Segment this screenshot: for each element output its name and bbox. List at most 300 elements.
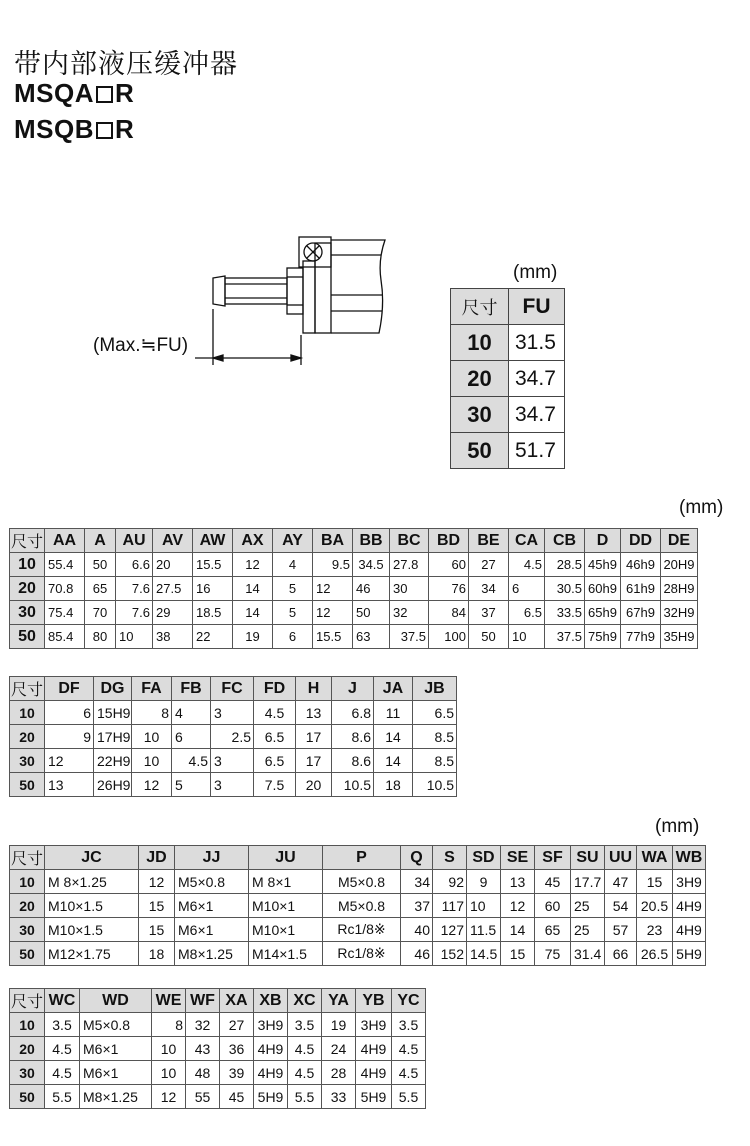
value-cell: 3 bbox=[211, 773, 254, 797]
value-cell: 7.6 bbox=[116, 601, 153, 625]
value-cell: M8×1.25 bbox=[80, 1085, 152, 1109]
value-cell: 85.4 bbox=[45, 625, 85, 649]
value-cell: 51.7 bbox=[509, 433, 565, 469]
value-cell: 3.5 bbox=[45, 1013, 80, 1037]
column-header: Q bbox=[401, 846, 433, 870]
value-cell: 9 bbox=[45, 725, 94, 749]
column-header: JU bbox=[249, 846, 323, 870]
value-cell: 127 bbox=[433, 918, 467, 942]
size-cell: 20 bbox=[451, 361, 509, 397]
size-header: 尺寸 bbox=[10, 677, 45, 701]
value-cell: 23 bbox=[637, 918, 673, 942]
value-cell: M10×1 bbox=[249, 894, 323, 918]
value-cell: 75h9 bbox=[585, 625, 621, 649]
value-cell: 17 bbox=[296, 749, 332, 773]
column-header: FB bbox=[172, 677, 211, 701]
value-cell: 6.5 bbox=[254, 749, 296, 773]
column-header: XA bbox=[220, 989, 254, 1013]
column-header: BC bbox=[390, 529, 429, 553]
size-cell: 10 bbox=[10, 701, 45, 725]
column-header: YA bbox=[322, 989, 356, 1013]
column-header: AU bbox=[116, 529, 153, 553]
column-header: SU bbox=[571, 846, 605, 870]
column-header: J bbox=[332, 677, 374, 701]
value-cell: M5×0.8 bbox=[80, 1013, 152, 1037]
table-row bbox=[10, 725, 457, 749]
value-cell: 10.5 bbox=[413, 773, 457, 797]
value-cell: 28.5 bbox=[545, 553, 585, 577]
column-header: BE bbox=[469, 529, 509, 553]
value-cell: 22 bbox=[193, 625, 233, 649]
value-cell: M5×0.8 bbox=[323, 894, 401, 918]
value-cell: 2.5 bbox=[211, 725, 254, 749]
column-header: DG bbox=[94, 677, 132, 701]
value-cell: 10 bbox=[509, 625, 545, 649]
value-cell: 35H9 bbox=[661, 625, 698, 649]
value-cell: 8 bbox=[132, 701, 172, 725]
value-cell: 15H9 bbox=[94, 701, 132, 725]
value-cell: 55.4 bbox=[45, 553, 85, 577]
column-header: BD bbox=[429, 529, 469, 553]
table-row bbox=[10, 918, 706, 942]
model-title-msqa bbox=[14, 78, 134, 109]
value-cell: 7.6 bbox=[116, 577, 153, 601]
column-header: FC bbox=[211, 677, 254, 701]
value-cell: 11.5 bbox=[467, 918, 501, 942]
value-cell: M6×1 bbox=[175, 894, 249, 918]
column-header: YC bbox=[392, 989, 426, 1013]
column-header: DE bbox=[661, 529, 698, 553]
size-header: 尺寸 bbox=[10, 846, 45, 870]
placeholder-square-icon bbox=[96, 122, 113, 139]
value-cell: 65 bbox=[85, 577, 116, 601]
value-cell: 50 bbox=[469, 625, 509, 649]
value-cell: 8 bbox=[152, 1013, 186, 1037]
size-cell: 10 bbox=[451, 325, 509, 361]
dimension-table-4 bbox=[9, 988, 426, 1109]
column-header: UU bbox=[605, 846, 637, 870]
table-row bbox=[10, 701, 457, 725]
value-cell: 20 bbox=[296, 773, 332, 797]
value-cell: M6×1 bbox=[80, 1061, 152, 1085]
value-cell: 10 bbox=[152, 1037, 186, 1061]
value-cell: M8×1.25 bbox=[175, 942, 249, 966]
table-row bbox=[10, 870, 706, 894]
value-cell: 31.5 bbox=[509, 325, 565, 361]
value-cell: 66 bbox=[605, 942, 637, 966]
value-cell: M5×0.8 bbox=[175, 870, 249, 894]
value-cell: 4H9 bbox=[673, 918, 706, 942]
value-cell: 5.5 bbox=[392, 1085, 426, 1109]
unit-label-table3: (mm) bbox=[655, 816, 700, 837]
value-cell: 31.4 bbox=[571, 942, 605, 966]
value-cell: 77h9 bbox=[621, 625, 661, 649]
value-cell: 117 bbox=[433, 894, 467, 918]
column-header: SD bbox=[467, 846, 501, 870]
column-header: JJ bbox=[175, 846, 249, 870]
column-header: AX bbox=[233, 529, 273, 553]
column-header: WD bbox=[80, 989, 152, 1013]
value-cell: 17 bbox=[296, 725, 332, 749]
page-title: 带内部液压缓冲器 bbox=[14, 49, 238, 80]
value-cell: 12 bbox=[313, 577, 353, 601]
value-cell: 4.5 bbox=[254, 701, 296, 725]
value-cell: 20.5 bbox=[637, 894, 673, 918]
value-cell: 10 bbox=[132, 749, 172, 773]
value-cell: M 8×1 bbox=[249, 870, 323, 894]
column-header: WB bbox=[673, 846, 706, 870]
value-cell: 57 bbox=[605, 918, 637, 942]
value-cell: 50 bbox=[353, 601, 390, 625]
value-cell: 67h9 bbox=[621, 601, 661, 625]
value-cell: 30 bbox=[390, 577, 429, 601]
column-header: BA bbox=[313, 529, 353, 553]
value-cell: 15 bbox=[139, 918, 175, 942]
value-cell: 9 bbox=[467, 870, 501, 894]
value-cell: 4 bbox=[172, 701, 211, 725]
value-cell: 10.5 bbox=[332, 773, 374, 797]
value-cell: 43 bbox=[186, 1037, 220, 1061]
value-cell: 27 bbox=[469, 553, 509, 577]
value-cell: 4.5 bbox=[288, 1037, 322, 1061]
value-cell: 6.6 bbox=[116, 553, 153, 577]
value-cell: 24 bbox=[322, 1037, 356, 1061]
value-cell: 39 bbox=[220, 1061, 254, 1085]
value-cell: 5.5 bbox=[288, 1085, 322, 1109]
value-cell: 36 bbox=[220, 1037, 254, 1061]
column-header: A bbox=[85, 529, 116, 553]
value-cell: 19 bbox=[233, 625, 273, 649]
value-cell: 40 bbox=[401, 918, 433, 942]
table-header-row bbox=[10, 677, 457, 701]
value-cell: Rc1/8※ bbox=[323, 918, 401, 942]
table-row bbox=[451, 361, 565, 397]
value-cell: 4 bbox=[273, 553, 313, 577]
value-cell: 80 bbox=[85, 625, 116, 649]
value-cell: 32 bbox=[390, 601, 429, 625]
value-cell: 18.5 bbox=[193, 601, 233, 625]
size-header: 尺寸 bbox=[451, 289, 509, 325]
value-cell: 8.6 bbox=[332, 725, 374, 749]
value-cell: 37.5 bbox=[390, 625, 429, 649]
model2-suffix: R bbox=[115, 114, 135, 144]
unit-label-fu: (mm) bbox=[513, 262, 558, 283]
column-header: SF bbox=[535, 846, 571, 870]
size-cell: 30 bbox=[10, 918, 45, 942]
size-cell: 10 bbox=[10, 553, 45, 577]
value-cell: 27.5 bbox=[153, 577, 193, 601]
value-cell: 20H9 bbox=[661, 553, 698, 577]
size-cell: 30 bbox=[451, 397, 509, 433]
value-cell: 50 bbox=[85, 553, 116, 577]
table-row bbox=[10, 1085, 426, 1109]
value-cell: 37 bbox=[401, 894, 433, 918]
table-row bbox=[10, 894, 706, 918]
value-cell: 70 bbox=[85, 601, 116, 625]
size-cell: 20 bbox=[10, 577, 45, 601]
value-cell: 5H9 bbox=[356, 1085, 392, 1109]
column-header: SE bbox=[501, 846, 535, 870]
model-title-msqb bbox=[14, 114, 134, 145]
value-cell: 60 bbox=[429, 553, 469, 577]
value-cell: Rc1/8※ bbox=[323, 942, 401, 966]
value-cell: M6×1 bbox=[80, 1037, 152, 1061]
column-header: XC bbox=[288, 989, 322, 1013]
unit-label-table1: (mm) bbox=[679, 497, 724, 518]
value-cell: 26.5 bbox=[637, 942, 673, 966]
table-row bbox=[10, 942, 706, 966]
value-cell: 47 bbox=[605, 870, 637, 894]
value-cell: M6×1 bbox=[175, 918, 249, 942]
value-cell: 4.5 bbox=[509, 553, 545, 577]
size-cell: 20 bbox=[10, 1037, 45, 1061]
value-cell: 65h9 bbox=[585, 601, 621, 625]
value-cell: 5H9 bbox=[254, 1085, 288, 1109]
table-header-row bbox=[10, 846, 706, 870]
value-cell: 4.5 bbox=[45, 1061, 80, 1085]
value-cell: 33.5 bbox=[545, 601, 585, 625]
table-row bbox=[10, 1037, 426, 1061]
value-cell: 8.6 bbox=[332, 749, 374, 773]
value-cell: 5 bbox=[273, 601, 313, 625]
column-header: AW bbox=[193, 529, 233, 553]
value-cell: 5H9 bbox=[673, 942, 706, 966]
value-cell: 46h9 bbox=[621, 553, 661, 577]
table-row bbox=[10, 749, 457, 773]
value-cell: 18 bbox=[139, 942, 175, 966]
value-cell: 34.7 bbox=[509, 361, 565, 397]
value-cell: 54 bbox=[605, 894, 637, 918]
value-cell: 5 bbox=[273, 577, 313, 601]
value-cell: 45 bbox=[220, 1085, 254, 1109]
value-cell: 32 bbox=[186, 1013, 220, 1037]
table-row bbox=[451, 325, 565, 361]
value-cell: 17H9 bbox=[94, 725, 132, 749]
table-row bbox=[10, 773, 457, 797]
size-cell: 50 bbox=[10, 773, 45, 797]
value-cell: 27.8 bbox=[390, 553, 429, 577]
value-cell: 14 bbox=[233, 601, 273, 625]
value-cell: 4.5 bbox=[45, 1037, 80, 1061]
value-cell: 34 bbox=[469, 577, 509, 601]
size-cell: 20 bbox=[10, 894, 45, 918]
value-cell: 29 bbox=[153, 601, 193, 625]
value-cell: 26H9 bbox=[94, 773, 132, 797]
value-cell: 15 bbox=[139, 894, 175, 918]
placeholder-square-icon bbox=[96, 86, 113, 103]
column-header: FD bbox=[254, 677, 296, 701]
value-cell: M14×1.5 bbox=[249, 942, 323, 966]
value-cell: 5 bbox=[172, 773, 211, 797]
column-header: D bbox=[585, 529, 621, 553]
value-cell: 6.5 bbox=[413, 701, 457, 725]
table-row bbox=[10, 1061, 426, 1085]
table-row bbox=[10, 601, 698, 625]
value-cell: 9.5 bbox=[313, 553, 353, 577]
column-header: JB bbox=[413, 677, 457, 701]
value-cell: 46 bbox=[401, 942, 433, 966]
value-cell: 12 bbox=[313, 601, 353, 625]
column-header: WA bbox=[637, 846, 673, 870]
value-cell: 12 bbox=[501, 894, 535, 918]
column-header: BB bbox=[353, 529, 390, 553]
column-header: FU bbox=[509, 289, 565, 325]
value-cell: 6 bbox=[172, 725, 211, 749]
value-cell: 28 bbox=[322, 1061, 356, 1085]
column-header: CA bbox=[509, 529, 545, 553]
dimension-label: (Max.≒FU) bbox=[93, 335, 189, 356]
value-cell: 25 bbox=[571, 918, 605, 942]
value-cell: 4.5 bbox=[392, 1037, 426, 1061]
column-header: S bbox=[433, 846, 467, 870]
value-cell: 22H9 bbox=[94, 749, 132, 773]
value-cell: 10 bbox=[467, 894, 501, 918]
column-header: WC bbox=[45, 989, 80, 1013]
column-header: AV bbox=[153, 529, 193, 553]
value-cell: 3 bbox=[211, 749, 254, 773]
value-cell: 75 bbox=[535, 942, 571, 966]
value-cell: 4H9 bbox=[356, 1037, 392, 1061]
value-cell: M10×1.5 bbox=[45, 918, 139, 942]
value-cell: 6.5 bbox=[254, 725, 296, 749]
value-cell: 34 bbox=[401, 870, 433, 894]
value-cell: 15.5 bbox=[313, 625, 353, 649]
value-cell: M12×1.75 bbox=[45, 942, 139, 966]
column-header: XB bbox=[254, 989, 288, 1013]
column-header: H bbox=[296, 677, 332, 701]
value-cell: 10 bbox=[152, 1061, 186, 1085]
value-cell: 5.5 bbox=[45, 1085, 80, 1109]
value-cell: 152 bbox=[433, 942, 467, 966]
value-cell: 6 bbox=[509, 577, 545, 601]
value-cell: 70.8 bbox=[45, 577, 85, 601]
size-cell: 20 bbox=[10, 725, 45, 749]
column-header: DD bbox=[621, 529, 661, 553]
table-row bbox=[451, 433, 565, 469]
value-cell: 12 bbox=[233, 553, 273, 577]
value-cell: 14 bbox=[374, 749, 413, 773]
value-cell: 27 bbox=[220, 1013, 254, 1037]
size-cell: 50 bbox=[10, 625, 45, 649]
table-row bbox=[10, 625, 698, 649]
value-cell: 6 bbox=[45, 701, 94, 725]
column-header: WF bbox=[186, 989, 220, 1013]
value-cell: 76 bbox=[429, 577, 469, 601]
value-cell: 12 bbox=[132, 773, 172, 797]
dimension-table-2 bbox=[9, 676, 457, 797]
table-row bbox=[10, 1013, 426, 1037]
value-cell: 34.5 bbox=[353, 553, 390, 577]
value-cell: M 8×1.25 bbox=[45, 870, 139, 894]
column-header: FA bbox=[132, 677, 172, 701]
size-header: 尺寸 bbox=[10, 529, 45, 553]
value-cell: 3 bbox=[211, 701, 254, 725]
value-cell: 45h9 bbox=[585, 553, 621, 577]
value-cell: 37.5 bbox=[545, 625, 585, 649]
value-cell: 33 bbox=[322, 1085, 356, 1109]
value-cell: 32H9 bbox=[661, 601, 698, 625]
value-cell: 13 bbox=[45, 773, 94, 797]
column-header: JD bbox=[139, 846, 175, 870]
table-header-row bbox=[10, 989, 426, 1013]
size-cell: 30 bbox=[10, 1061, 45, 1085]
fu-table bbox=[450, 288, 565, 469]
value-cell: M10×1.5 bbox=[45, 894, 139, 918]
value-cell: 20 bbox=[153, 553, 193, 577]
column-header: CB bbox=[545, 529, 585, 553]
size-cell: 30 bbox=[10, 749, 45, 773]
value-cell: 6.5 bbox=[509, 601, 545, 625]
value-cell: 60 bbox=[535, 894, 571, 918]
size-cell: 50 bbox=[10, 1085, 45, 1109]
column-header: P bbox=[323, 846, 401, 870]
value-cell: 3.5 bbox=[392, 1013, 426, 1037]
value-cell: 4.5 bbox=[392, 1061, 426, 1085]
size-cell: 50 bbox=[451, 433, 509, 469]
value-cell: 3.5 bbox=[288, 1013, 322, 1037]
value-cell: 13 bbox=[501, 870, 535, 894]
value-cell: 55 bbox=[186, 1085, 220, 1109]
table-row bbox=[10, 553, 698, 577]
value-cell: 46 bbox=[353, 577, 390, 601]
value-cell: 75.4 bbox=[45, 601, 85, 625]
value-cell: 30.5 bbox=[545, 577, 585, 601]
value-cell: 14 bbox=[501, 918, 535, 942]
model2-prefix: MSQB bbox=[14, 114, 94, 144]
value-cell: 19 bbox=[322, 1013, 356, 1037]
value-cell: 7.5 bbox=[254, 773, 296, 797]
value-cell: 84 bbox=[429, 601, 469, 625]
value-cell: 12 bbox=[139, 870, 175, 894]
value-cell: 17.7 bbox=[571, 870, 605, 894]
column-header: JA bbox=[374, 677, 413, 701]
value-cell: 60h9 bbox=[585, 577, 621, 601]
value-cell: 10 bbox=[132, 725, 172, 749]
value-cell: M5×0.8 bbox=[323, 870, 401, 894]
table-header-row bbox=[10, 529, 698, 553]
model1-prefix: MSQA bbox=[14, 78, 94, 108]
value-cell: 16 bbox=[193, 577, 233, 601]
value-cell: 4.5 bbox=[172, 749, 211, 773]
value-cell: 100 bbox=[429, 625, 469, 649]
value-cell: 25 bbox=[571, 894, 605, 918]
model1-suffix: R bbox=[115, 78, 135, 108]
value-cell: 4H9 bbox=[356, 1061, 392, 1085]
size-cell: 30 bbox=[10, 601, 45, 625]
value-cell: 14 bbox=[374, 725, 413, 749]
value-cell: 14 bbox=[233, 577, 273, 601]
dimension-table-1 bbox=[9, 528, 698, 649]
value-cell: 18 bbox=[374, 773, 413, 797]
value-cell: 8.5 bbox=[413, 725, 457, 749]
value-cell: 15 bbox=[501, 942, 535, 966]
value-cell: 61h9 bbox=[621, 577, 661, 601]
value-cell: 4H9 bbox=[254, 1037, 288, 1061]
value-cell: 63 bbox=[353, 625, 390, 649]
table-row bbox=[10, 577, 698, 601]
table-header-row bbox=[451, 289, 565, 325]
value-cell: 15.5 bbox=[193, 553, 233, 577]
column-header: DF bbox=[45, 677, 94, 701]
value-cell: 12 bbox=[152, 1085, 186, 1109]
column-header: JC bbox=[45, 846, 139, 870]
value-cell: 14.5 bbox=[467, 942, 501, 966]
column-header: WE bbox=[152, 989, 186, 1013]
value-cell: 3H9 bbox=[254, 1013, 288, 1037]
value-cell: 10 bbox=[116, 625, 153, 649]
value-cell: 3H9 bbox=[356, 1013, 392, 1037]
value-cell: 48 bbox=[186, 1061, 220, 1085]
